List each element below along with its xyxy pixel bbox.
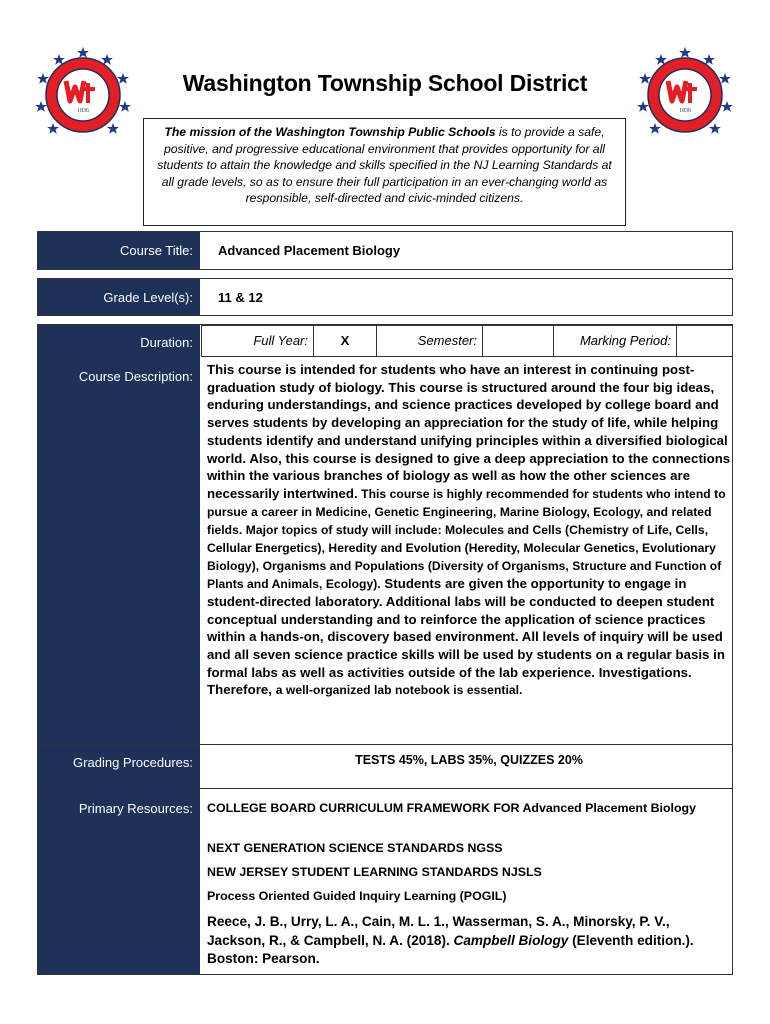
- mission-lead: The mission of the Washington Township Public Schools: [164, 125, 496, 139]
- marking-period-label: Marking Period:: [579, 333, 671, 348]
- course-title-label: Course Title:: [120, 243, 193, 258]
- marking-period-checkbox[interactable]: [676, 325, 733, 357]
- citation-publisher: (Eleventh edition.). Boston: Pearson.: [207, 932, 694, 967]
- course-title-row: [37, 231, 733, 270]
- svg-text:1836: 1836: [679, 108, 691, 114]
- grade-level-value: 11 & 12: [218, 290, 263, 305]
- description-part-4: a well-organized lab notebook is essential.: [275, 683, 523, 698]
- duration-label: Duration:: [140, 335, 193, 350]
- mission-statement: [143, 118, 626, 226]
- semester-cell: [376, 325, 483, 357]
- resource-item: COLLEGE BOARD CURRICULUM FRAMEWORK FOR Advanced Placement Biology: [207, 801, 696, 815]
- divider: [37, 744, 733, 745]
- district-logo-left: [33, 45, 133, 145]
- primary-resources-label: Primary Resources:: [78, 801, 193, 816]
- grade-level-label: Grade Level(s):: [103, 290, 193, 305]
- marking-period-cell: [553, 325, 677, 357]
- resource-item: Process Oriented Guided Inquiry Learning (POGIL): [207, 889, 507, 903]
- full-year-mark: X: [340, 333, 350, 348]
- description-part-2: This course is highly recommended for students who intend to pursue a career in Medicine, Genetic Engineering, Marine Biology, Ecology, and related fields. Major topics of study will include: Molecules and Cells (Chemistry of Life, Cells, Cellular Energetics), Heredity and Evolution (Heredity, Molecular Genetics, Evolutionary Biology), Organisms and Populations (Diversity of Organisms, Structure and Function of Plants and Animals, Ecology).: [207, 486, 726, 591]
- grading-procedures-label: Grading Procedures:: [73, 755, 193, 770]
- course-description-label: Course Description:: [78, 369, 193, 384]
- description-part-3: Students are given the opportunity to engage in student-directed laboratory. Additional labs will be conducted to deepen student conceptual understanding and to reinforce the application of science practices within a hands-on, discovery based environment. All levels of inquiry will be used and all seven science practice skills will be used by students on a regular basis in formal labs as well as activities outside of the lab experience. Investigations. Therefore,: [207, 575, 725, 698]
- description-part-1: This course is intended for students who have an interest in continuing post-graduation study of biology. This course is structured around the four big ideas, enduring understandings, and science practices developed by college board and serves students by developing an appreciation for the study of life, while helping students identify and understand unifying principles within a diversified biological world. Also, this course is designed to give a deep appreciation to the connections within the various branches of biology as well as how the other sciences are necessarily intertwined.: [207, 362, 731, 501]
- citation-authors: Reece, J. B., Urry, L. A., Cain, M. L. 1., Wasserman, S. A., Minorsky, P. V., Jackson, R., & Campbell, N. A. (2018).: [207, 914, 670, 948]
- label-column: [38, 325, 200, 974]
- resource-item: NEXT GENERATION SCIENCE STANDARDS NGSS: [207, 841, 503, 855]
- divider: [37, 788, 733, 789]
- page-title: Washington Township School District: [182, 70, 588, 96]
- grading-procedures-value: TESTS 45%, LABS 35%, QUIZZES 20%: [355, 753, 583, 767]
- full-year-checkbox[interactable]: [313, 325, 377, 357]
- full-year-label: Full Year:: [253, 333, 308, 348]
- textbook-citation: [207, 913, 731, 969]
- full-year-cell: [201, 325, 314, 357]
- svg-text:1836: 1836: [77, 108, 89, 114]
- citation-book-title: Campbell Biology: [453, 932, 569, 948]
- course-description: [207, 361, 731, 699]
- semester-label: Semester:: [417, 333, 477, 348]
- resource-item: NEW JERSEY STUDENT LEARNING STANDARDS NJSLS: [207, 865, 542, 879]
- mission-text: is to provide a safe, positive, and progressive educational environment that provides opportunity for all students to attain the knowledge and skills specified in the NJ Learning Standards at all grade levels, so as to ensure their full participation in an ever-changing world as responsible, self-directed and civic-minded citizens.: [157, 125, 612, 206]
- district-logo-right: [635, 45, 735, 145]
- semester-checkbox[interactable]: [482, 325, 554, 357]
- grade-level-row: [37, 278, 733, 316]
- course-title-value: Advanced Placement Biology: [218, 243, 401, 258]
